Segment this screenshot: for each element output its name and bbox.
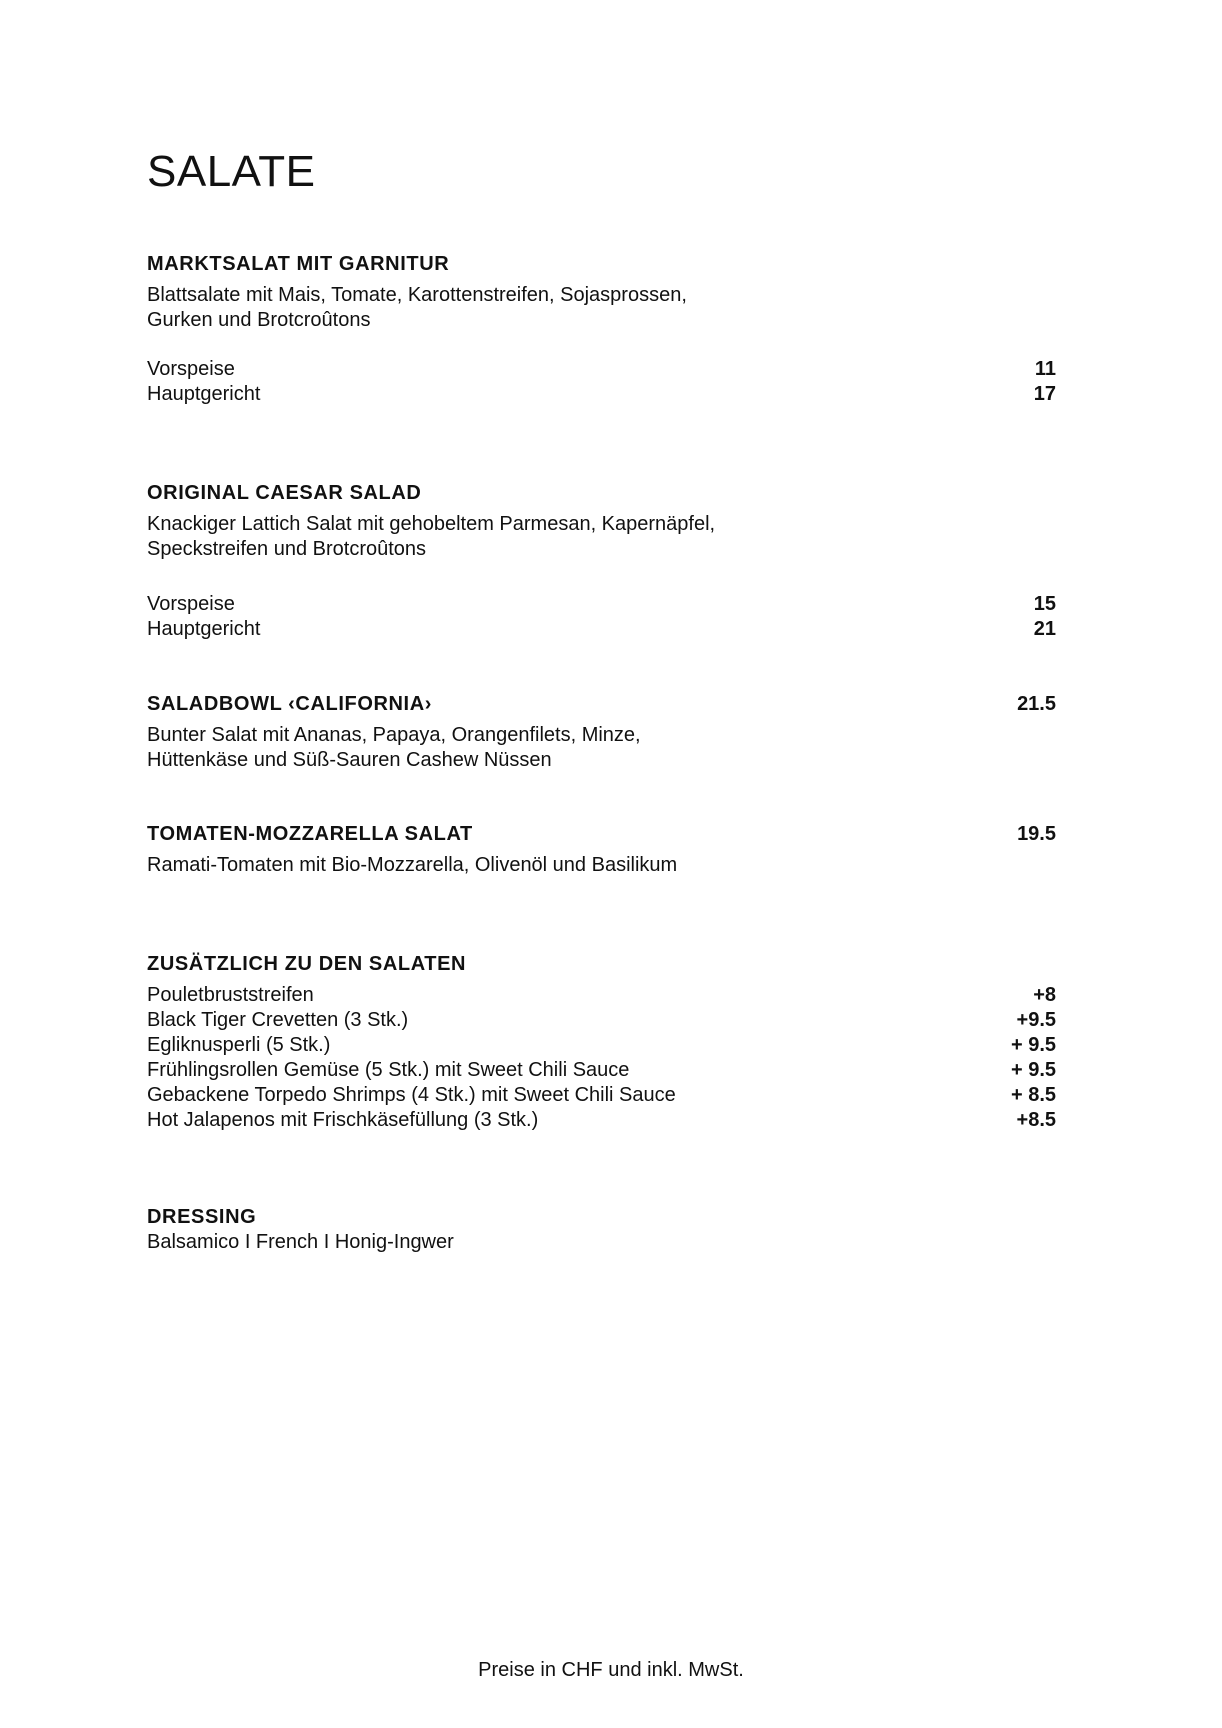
- item-description: Ramati-Tomaten mit Bio-Mozzarella, Olivenöl und Basilikum: [147, 854, 678, 876]
- extra-row: [147, 1058, 1056, 1083]
- menu-item-tomaten-mozzarella: [147, 822, 1056, 878]
- extra-label: Pouletbruststreifen: [147, 984, 314, 1006]
- price-row: [147, 592, 1056, 617]
- option-price: 15: [1033, 593, 1056, 615]
- option-label: Hauptgericht: [147, 618, 261, 640]
- extra-row: [147, 1108, 1056, 1133]
- extra-label: Frühlingsrollen Gemüse (5 Stk.) mit Sweet Chili Sauce: [147, 1059, 630, 1081]
- section-heading: ZUSÄTZLICH ZU DEN SALATEN: [147, 953, 467, 975]
- dressing-section: [147, 1205, 1056, 1255]
- option-price: 11: [1034, 358, 1056, 380]
- extra-price: + 9.5: [1010, 1034, 1056, 1056]
- extra-price: +8: [1033, 984, 1056, 1006]
- section-heading: DRESSING: [147, 1206, 257, 1228]
- extra-price: +8.5: [1016, 1109, 1056, 1131]
- extra-price: + 8.5: [1010, 1084, 1056, 1106]
- extra-price: + 9.5: [1010, 1059, 1056, 1081]
- price-note: Preise in CHF und inkl. MwSt.: [478, 1659, 744, 1681]
- price-row: [147, 382, 1056, 407]
- price-row: [147, 357, 1056, 382]
- item-price: 19.5: [1017, 823, 1056, 845]
- item-description: Knackiger Lattich Salat mit gehobeltem Parmesan, Kapernäpfel,: [147, 513, 716, 535]
- extra-row: [147, 1008, 1056, 1033]
- item-description: Bunter Salat mit Ananas, Papaya, Orangenfilets, Minze,: [147, 724, 641, 746]
- extra-row: [147, 1033, 1056, 1058]
- item-heading: SALADBOWL ‹CALIFORNIA›: [147, 693, 433, 715]
- item-description: Hüttenkäse und Süß-Sauren Cashew Nüssen: [147, 749, 552, 771]
- item-price: 21.5: [1017, 693, 1056, 715]
- item-description: Blattsalate mit Mais, Tomate, Karottenstreifen, Sojasprossen,: [147, 284, 687, 306]
- extra-label: Gebackene Torpedo Shrimps (4 Stk.) mit Sweet Chili Sauce: [147, 1084, 676, 1106]
- option-label: Vorspeise: [147, 358, 235, 380]
- item-heading: MARKTSALAT MIT GARNITUR: [147, 253, 450, 275]
- extra-label: Black Tiger Crevetten (3 Stk.): [147, 1009, 409, 1031]
- item-description: Speckstreifen und Brotcroûtons: [147, 538, 427, 560]
- option-label: Hauptgericht: [147, 383, 261, 405]
- item-description: Gurken und Brotcroûtons: [147, 309, 371, 331]
- extra-row: [147, 983, 1056, 1008]
- extra-row: [147, 1083, 1056, 1108]
- extra-price: +9.5: [1016, 1009, 1056, 1031]
- item-heading: ORIGINAL CAESAR SALAD: [147, 482, 422, 504]
- extra-label: Egliknusperli (5 Stk.): [147, 1034, 331, 1056]
- price-row: [147, 617, 1056, 642]
- dressing-options: Balsamico I French I Honig-Ingwer: [147, 1231, 454, 1253]
- page-title: SALATE: [147, 147, 316, 196]
- option-price: 21: [1033, 618, 1056, 640]
- menu-item-california: [147, 692, 1056, 773]
- menu-item-marktsalat: [147, 252, 1056, 407]
- option-label: Vorspeise: [147, 593, 235, 615]
- item-heading: TOMATEN-MOZZARELLA SALAT: [147, 823, 473, 845]
- extra-label: Hot Jalapenos mit Frischkäsefüllung (3 Stk.): [147, 1109, 539, 1131]
- extras-section: [147, 952, 1056, 1133]
- menu-item-caesar: [147, 481, 1056, 642]
- option-price: 17: [1033, 383, 1056, 405]
